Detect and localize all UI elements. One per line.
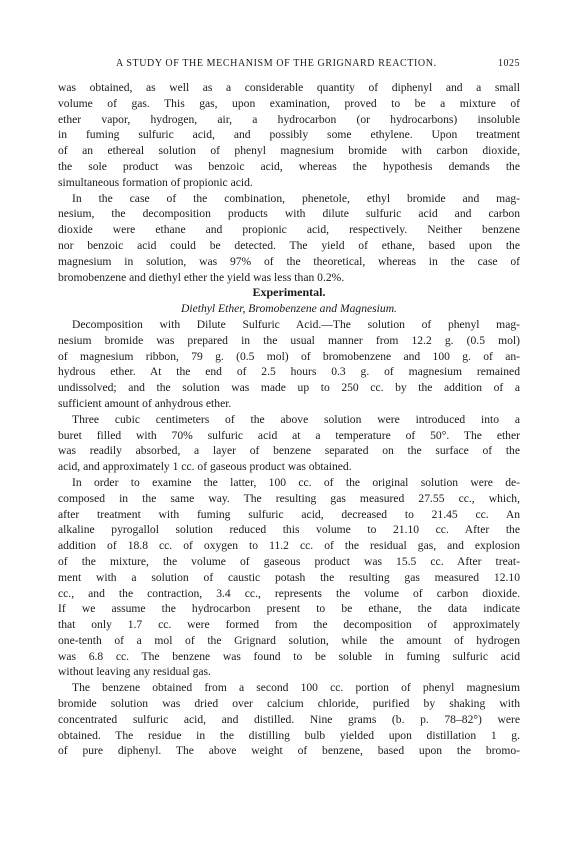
text-line: nor benzoic acid could be detected. The yield of ethane, based upon the — [58, 238, 520, 252]
text-line: of an ethereal solution of phenyl magnesium bromide with carbon dioxide, — [58, 144, 520, 158]
text-line: was readily absorbed, a layer of benzene separated on the surface of the — [58, 444, 520, 458]
text-line: addition of 18.8 cc. of oxygen to 11.2 cc. of the residual gas, and explosion — [58, 539, 520, 553]
running-title: A STUDY OF THE MECHANISM OF THE GRIGNARD REACTION. — [116, 58, 437, 69]
text-line: the sole product was benzoic acid, whereas the hypothesis demands the — [58, 159, 520, 173]
body-text — [58, 80, 520, 759]
text-line: buret filled with 70% sulfuric acid at a temperature of 50°. The ether — [58, 428, 520, 442]
text-line: nesium bromide was prepared in the usual manner from 12.2 g. (0.5 mol) — [58, 333, 520, 347]
text-line: without leaving any residual gas. — [58, 665, 211, 679]
text-line: concentrated sulfuric acid, and distilled. Nine grams (b. p. 78–82°) were — [58, 712, 520, 726]
text-line: In order to examine the latter, 100 cc. of the original solution were de- — [72, 475, 520, 489]
text-line: magnesium in solution, was 97% of the theoretical, whereas in the case of — [58, 254, 520, 268]
subsection-heading: Diethyl Ether, Bromobenzene and Magnesium. — [181, 302, 397, 316]
text-line: volume of gas. This gas, upon examination, proved to be a mixture of — [58, 96, 520, 110]
text-line: undissolved; and the solution was made up to 250 cc. by the addition of a — [58, 381, 520, 395]
text-line: of the mixture, the volume of gaseous product was 15.5 cc. After treat- — [58, 554, 520, 568]
text-line: hydrous ether. At the end of 2.5 hours 0.3 g. of magnesium remained — [58, 365, 520, 379]
running-head — [116, 58, 520, 69]
text-line: of magnesium ribbon, 79 g. (0.5 mol) of bromobenzene and 100 g. of an- — [58, 349, 520, 363]
text-line: Decomposition with Dilute Sulfuric Acid.—The solution of phenyl mag- — [72, 317, 520, 331]
text-line: one-tenth of a mol of the Grignard solution, while the amount of hydrogen — [58, 633, 520, 647]
text-line: nesium, the decomposition products with dilute sulfuric acid and carbon — [58, 207, 520, 221]
text-line: composed in the same way. The resulting gas measured 27.55 cc., which, — [58, 491, 520, 505]
section-heading: Experimental. — [252, 285, 326, 300]
text-line: after treatment with fuming sulfuric acid, decreased to 21.45 cc. An — [58, 507, 520, 521]
text-line: was obtained, as well as a considerable quantity of diphenyl and a small — [58, 81, 520, 94]
text-line: sufficient amount of anhydrous ether. — [58, 396, 232, 410]
text-line: that only 1.7 cc. were formed from the decomposition of approximately — [58, 618, 520, 632]
text-line: of pure diphenyl. The above weight of benzene, based upon the bromo- — [58, 744, 520, 758]
text-line: simultaneous formation of propionic acid. — [58, 175, 253, 189]
text-line: obtained. The residue in the distilling bulb yielded upon distillation 1 g. — [58, 728, 520, 742]
text-line: Three cubic centimeters of the above solution were introduced into a — [72, 412, 520, 426]
text-line: ment with a solution of caustic potash the resulting gas measured 12.10 — [58, 570, 520, 584]
text-line: alkaline pyrogallol solution reduced this volume to 21.10 cc. After the — [58, 523, 520, 537]
text-line: cc., and the contraction, 3.4 cc., represents the volume of carbon dioxide. — [58, 586, 520, 600]
text-line: was 6.8 cc. The benzene was found to be soluble in fuming sulfuric acid — [58, 649, 520, 663]
text-line: bromobenzene and diethyl ether the yield was less than 0.2%. — [58, 270, 345, 284]
text-line: If we assume the hydrocarbon present to be ethane, the data indicate — [58, 602, 520, 616]
text-line: bromide solution was dried over calcium chloride, purified by shaking with — [58, 697, 520, 711]
text-line: ether vapor, hydrogen, air, a hydrocarbon (or hydrocarbons) insoluble — [58, 112, 520, 126]
page-number: 1025 — [498, 58, 520, 69]
text-line: The benzene obtained from a second 100 cc. portion of phenyl magnesium — [72, 681, 520, 695]
text-line: dioxide were ethane and propionic acid, respectively. Neither benzene — [58, 223, 520, 237]
text-line: in fuming sulfuric acid, and possibly some ethylene. Upon treatment — [58, 128, 520, 142]
text-line: In the case of the combination, phenetole, ethyl bromide and mag- — [72, 191, 520, 205]
text-line: acid, and approximately 1 cc. of gaseous product was obtained. — [58, 460, 352, 474]
